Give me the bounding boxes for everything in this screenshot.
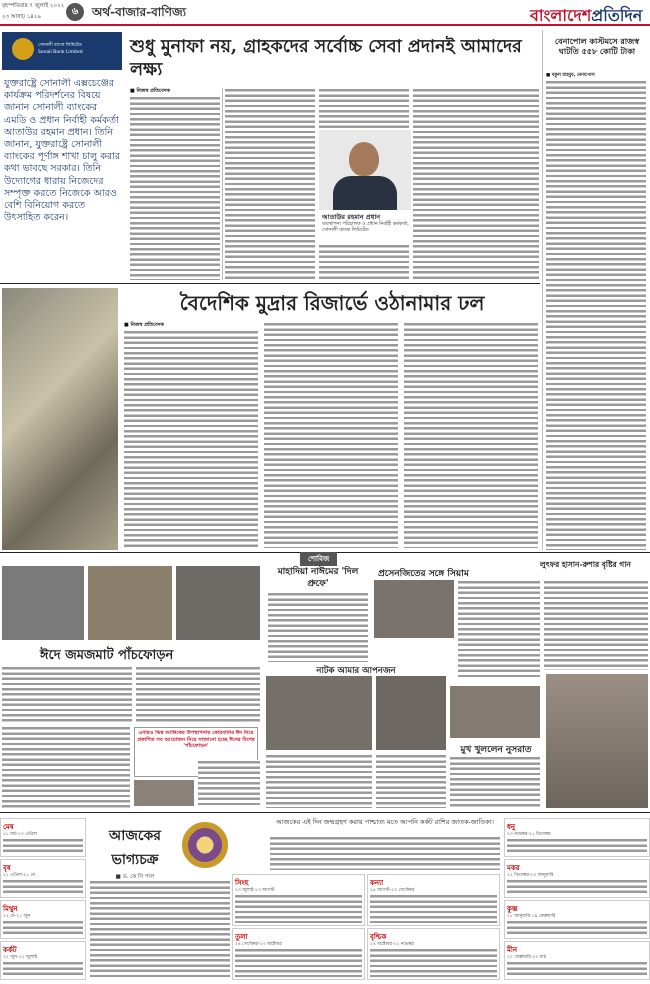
- reserve-col-3: [404, 322, 538, 548]
- story-7-block: [266, 664, 446, 676]
- story-headline-3: লুৎফর হাসান-রুশার বৃষ্টির গান: [540, 560, 631, 569]
- zodiac-name: কন্যা: [370, 878, 384, 887]
- zodiac-left-column: [0, 818, 86, 982]
- entertainment-photo-5: [134, 780, 194, 806]
- zodiac-cell: [0, 859, 86, 898]
- person-name: আতাউর রহমান প্রধান: [322, 213, 381, 221]
- horoscope-intro: আজকের এই দিন জন্মগ্রহণ করায় পাশ্চাত্য মতে আপনি কর্কট রাশির জাতক-জাতিকা।: [276, 818, 494, 826]
- sonali-logo-box: [2, 32, 122, 70]
- sidebar-byline: ■ বকুল মাহবুব, বেনাপোল: [546, 73, 595, 78]
- zodiac-cell: [0, 900, 86, 939]
- entertainment-photo-9: [546, 674, 648, 808]
- person-title: ব্যবস্থাপনা পরিচালক ও প্রধান নির্বাহী কর্মকর্তা, সোনালী ব্যাংক লিমিটেড: [322, 222, 409, 233]
- zodiac-dates: ২২ জুন-২২ জুলাই: [3, 955, 37, 960]
- lead-headline: শুধু মুনাফা নয়, গ্রাহকদের সর্বোচ্চ সেবা প্রদানই আমাদের লক্ষ্য: [130, 37, 522, 80]
- person-head-icon: [349, 142, 379, 176]
- zodiac-dates: ২৪ অক্টোবর-২২ নভেম্বর: [370, 942, 414, 947]
- story-text-5c: [2, 726, 130, 808]
- zodiac-name: সিংহ: [235, 878, 249, 887]
- brand-part-2: প্রতিদিন: [591, 6, 643, 25]
- zodiac-dates: ২১ এপ্রিল-২১ মে: [3, 873, 35, 878]
- entertainment-photo-6: [266, 676, 372, 750]
- lead-byline: ■ নিজস্ব প্রতিবেদক: [130, 88, 170, 94]
- zodiac-dates: ২৪ আগস্ট-২৩ সেপ্টেম্বর: [370, 888, 415, 893]
- zodiac-name: মিথুন: [3, 904, 18, 913]
- zodiac-text: [507, 879, 647, 895]
- zodiac-name: মেষ: [3, 822, 14, 831]
- masthead: [0, 0, 650, 26]
- zodiac-dates: ২৩ নভেম্বর-২১ ডিসেম্বর: [507, 832, 551, 837]
- sidebar-headline: বেনাপোল কাস্টমসে রাজস্ব ঘাটতি ৫৫৮ কোটি টাকা: [554, 36, 640, 56]
- zodiac-name: মকর: [507, 863, 520, 872]
- col-divider: [222, 88, 223, 280]
- horoscope-title-2: ভাগ্যচক্র: [111, 852, 159, 868]
- story-headline-2: প্রসেনজিতের সঙ্গে সিয়াম: [378, 569, 469, 579]
- zodiac-dates: ২১ জানুয়ারি-১৯ ফেব্রুয়ারি: [507, 914, 556, 919]
- zodiac-text: [235, 894, 362, 923]
- zodiac-cell: [0, 818, 86, 857]
- zodiac-text: [507, 961, 647, 977]
- zodiac-text: [3, 879, 83, 895]
- story-text-2b: [376, 754, 446, 808]
- story-text-7: [450, 756, 540, 808]
- zodiac-wheel-icon: [182, 822, 228, 868]
- reserve-col-1: [124, 330, 258, 548]
- zodiac-dates: ২০ ফেব্রুয়ারি-২০ মার্চ: [507, 955, 546, 960]
- horoscope-left-text: [90, 880, 230, 980]
- page-number: ৬: [66, 3, 84, 21]
- zodiac-middle-column: [232, 874, 502, 982]
- lead-col-2: [225, 88, 315, 280]
- zodiac-name: মীন: [507, 945, 518, 954]
- zodiac-cell: [0, 941, 86, 980]
- reserve-byline: ■ নিজস্ব প্রতিবেদক: [124, 322, 164, 328]
- zodiac-text: [507, 838, 647, 854]
- entertainment-photo-4: [374, 580, 454, 638]
- lead-col-3b: [319, 244, 409, 280]
- zodiac-name: কুম্ভ: [507, 904, 518, 913]
- zodiac-dates: ২৪ সেপ্টেম্বর-২৩ অক্টোবর: [235, 942, 282, 947]
- story-headline-8: মুখ খুললেন নুসরাত: [460, 745, 532, 755]
- story-text-5a: [2, 666, 132, 722]
- story-text-5b: [136, 666, 260, 722]
- sonali-logo-text-en: Sonali Bank Limited: [38, 50, 83, 55]
- date-line-1: বৃহস্পতিবার ৭ জুলাই ২০২২: [2, 3, 65, 9]
- divider-3: [0, 812, 650, 813]
- zodiac-text: [235, 948, 362, 977]
- horoscope-title-1: আজকের: [109, 828, 161, 844]
- sonali-ad-body: যুক্তরাষ্ট্রে সোনালী এক্সচেঞ্জের কার্যক্রম পরিদর্শনের বিষয়ে জানান সোনালী ব্যাংকের এমডি ও প্রধান নির্বাহী কর্মকর্তা আতাউর রহমান প্রধান। তিনি জানান, যুক্তরাষ্ট্রে সোনালী ব্যাংকের পূর্ণাঙ্গ শাখা চালু করার কথা ভাবছে সরকার। তিনি উদ্যোগের ধারায় নিজেদের সম্পৃক্ত করতে নিজেকে আরও বেশি বিনিয়োগ করতে উৎসাহিত করেন।: [4, 78, 121, 224]
- zodiac-cell: [367, 928, 500, 980]
- sidebar-divider: [542, 30, 543, 550]
- lead-col-1: [130, 96, 220, 280]
- zodiac-text: [3, 961, 83, 977]
- brand-part-1: বাংলাদেশ: [530, 6, 592, 25]
- lead-col-3: [319, 88, 409, 128]
- section-title: অর্থ-বাজার-বাণিজ্য: [92, 5, 187, 19]
- zodiac-text: [370, 948, 497, 977]
- horoscope-title-block: [90, 824, 180, 880]
- zodiac-text: [370, 894, 497, 923]
- story-6-title: এবারও ভিন্ন আঙ্গিকের উপস্থাপনায় কোরবানির ঈদ নিয়ে প্রকাশিত সব আয়োজন নিয়ে সাজানো হচ্ছে ঈদের বিশেষ 'পাঁচফোড়ন': [137, 730, 255, 749]
- zodiac-dates: ২২ মে-২১ জুন: [3, 914, 31, 919]
- zodiac-cell: [504, 818, 650, 857]
- zodiac-dates: ২৩ জুলাই-২৩ আগস্ট: [235, 888, 275, 893]
- zodiac-text: [507, 920, 647, 936]
- zodiac-cell: [504, 941, 650, 980]
- story-text-2: [458, 580, 540, 680]
- showbiz-label: শোবিজ: [300, 552, 337, 566]
- brand-logo: [530, 3, 642, 30]
- person-suit-icon: [333, 176, 397, 210]
- zodiac-text: [3, 838, 83, 854]
- zodiac-name: তুলা: [235, 932, 248, 941]
- story-text-3: [544, 580, 648, 670]
- zodiac-dates: ২১ মার্চ-২০ এপ্রিল: [3, 832, 37, 837]
- zodiac-dates: ২২ ডিসেম্বর-২০ জানুয়ারি: [507, 873, 554, 878]
- sidebar-text: [546, 80, 646, 550]
- currency-photo: [2, 288, 118, 550]
- reserve-headline: বৈদেশিক মুদ্রার রিজার্ভে ওঠানামার ঢল: [179, 291, 485, 315]
- zodiac-cell: [504, 859, 650, 898]
- entertainment-photo-2: [88, 566, 172, 640]
- zodiac-name: কর্কট: [3, 945, 17, 954]
- story-text-5d: [198, 760, 260, 808]
- entertainment-photo-8: [450, 686, 540, 738]
- zodiac-name: ধনু: [507, 822, 516, 831]
- story-headline-1: মাহাদিয়া নাঈমের 'দিল প্রুফে': [277, 567, 359, 589]
- divider-1: [0, 283, 540, 284]
- horoscope-intro-text: [270, 836, 500, 870]
- entertainment-photo-1: [2, 566, 84, 640]
- sonali-logo-text-bn: সোনালী ব্যাংক লিমিটেড: [38, 43, 82, 48]
- zodiac-cell: [504, 900, 650, 939]
- zodiac-right-column: [504, 818, 650, 982]
- reserve-col-2: [264, 322, 398, 548]
- zodiac-text: [3, 920, 83, 936]
- entertainment-photo-3: [176, 566, 260, 640]
- sonali-emblem-icon: [12, 38, 34, 60]
- story-headline-5: ঈদে জমজমাট পাঁচফোড়ন: [40, 648, 174, 663]
- zodiac-cell: [232, 874, 365, 926]
- story-text-1: [268, 592, 368, 662]
- person-photo: [319, 130, 411, 210]
- zodiac-name: বৃষ: [3, 863, 11, 872]
- sonali-ad: [0, 30, 124, 280]
- zodiac-name: বৃশ্চিক: [370, 932, 387, 941]
- zodiac-cell: [232, 928, 365, 980]
- date-line-2: ২৩ আষাঢ় ১৪২৯: [2, 14, 41, 20]
- story-7-title: নাটক আমার আপনজন: [316, 666, 396, 676]
- entertainment-photo-7: [376, 676, 446, 750]
- zodiac-cell: [367, 874, 500, 926]
- horoscope-author: ■ ড. কে সি পাল: [115, 874, 155, 880]
- lead-col-4: [413, 88, 539, 280]
- story-text-1b: [266, 754, 372, 808]
